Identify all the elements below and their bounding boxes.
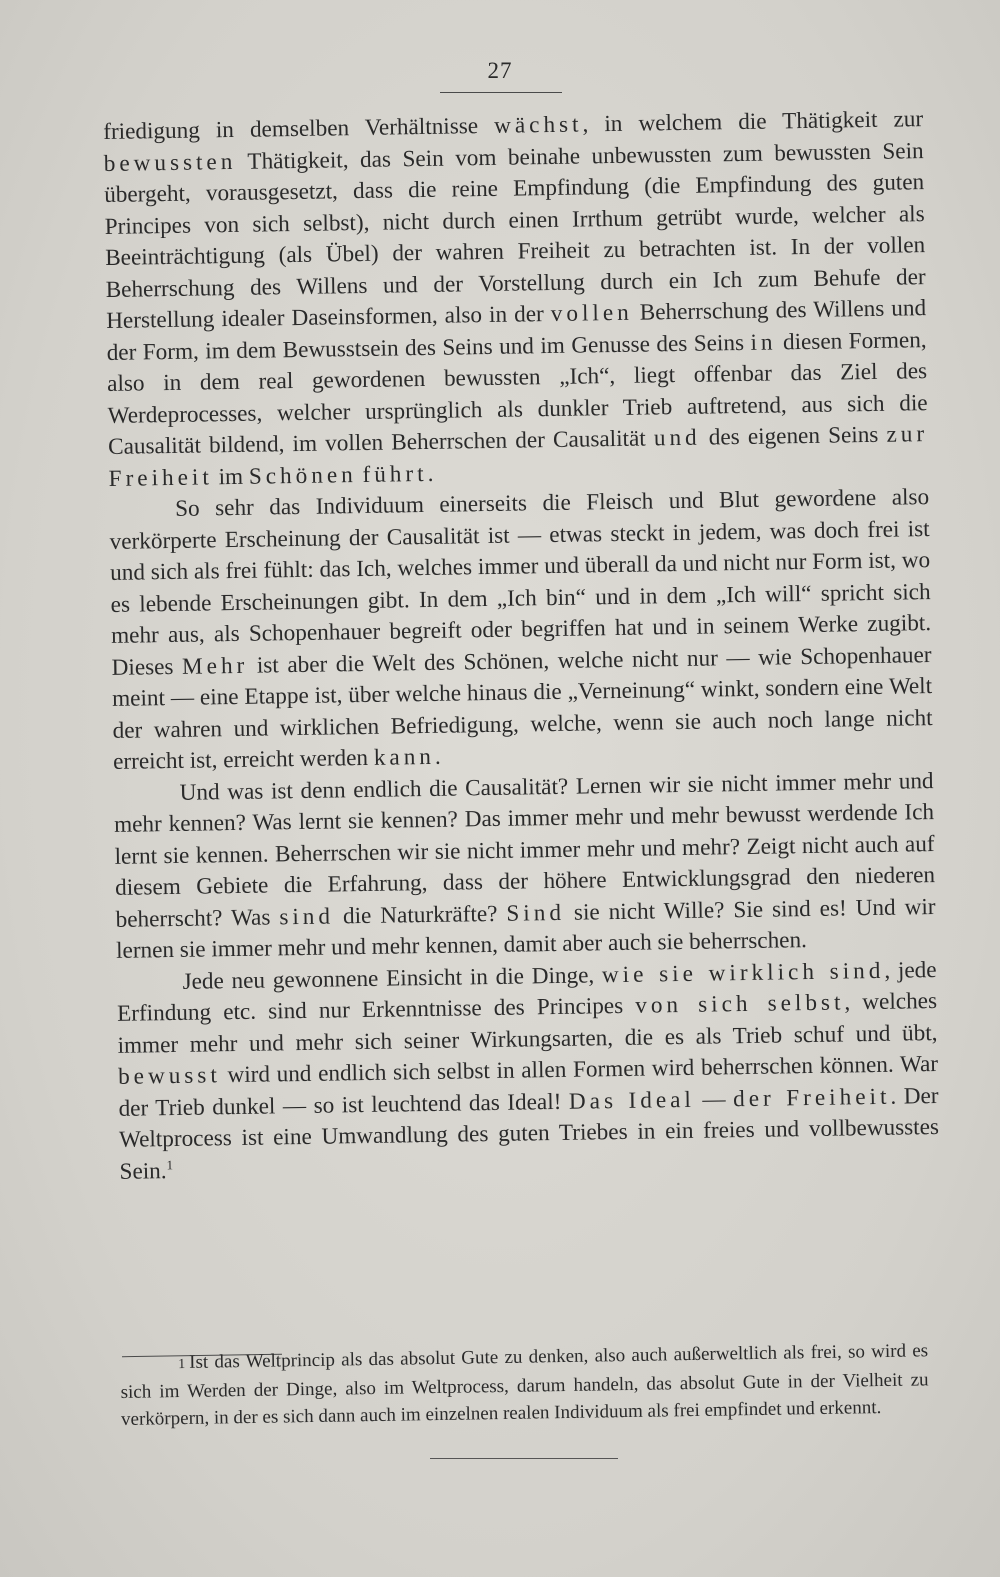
spaced-emphasis: Das Ideal — [568, 1086, 696, 1115]
text-run: Jede neu gewonnene Einsicht in die Dinge, — [182, 961, 603, 995]
spaced-emphasis: von sich selbst — [635, 989, 845, 1019]
paragraph — [103, 104, 929, 495]
spaced-emphasis: kann — [373, 743, 436, 771]
spaced-emphasis: Mehr — [181, 652, 249, 680]
spaced-emphasis: bewusst — [117, 1062, 221, 1090]
text-run: im — [212, 463, 250, 490]
text-run: diesen Formen, also in dem real gewordenen bewussten „Ich“, liegt offenbar das Ziel des Werdeprocesses, welcher ursprünglich als dunkler Trieb auftretend, aus sich die Causalität bildend, im vollen Beherrschen der Causalität — [106, 326, 928, 460]
text-run: Beherrschung des Willens und der Form, im dem Bewusstsein des Seins und im Genusse des Seins — [106, 295, 927, 366]
footnote-reference: 1 — [166, 1156, 174, 1172]
text-run: So sehr das Individuum einerseits die Fleisch und Blut gewordene also verkörperte Erscheinung der Causalität ist — etwas steckt in jedem, was doch frei ist und sich als frei fühlt: das Ich, welches immer und überall da und nicht nur Form ist, wo es lebende Erscheinungen gibt. In dem „Ich bin“ und in dem „Ich will“ spricht sich mehr aus, als Schopenhauer begreift oder begriffen hat und in seinem Werke zugibt. Dieses — [109, 484, 932, 681]
spaced-emphasis: bewussten — [103, 148, 237, 177]
text-run: Und was ist denn endlich die Causalität? Lernen wir sie nicht immer mehr und mehr kennen? Was lernt sie kennen? Das immer mehr und mehr bewusst werdende Ich lernt sie kennen. Beherrschen wir sie nicht immer mehr und mehr? Zeigt nicht auch auf diesem Gebiete die Erfahrung, dass der höhere Entwicklungsgrad den niederen beherrscht? Was — [113, 767, 936, 933]
spaced-emphasis: zur Freiheit — [108, 421, 929, 492]
spaced-emphasis: der Freiheit — [732, 1083, 891, 1112]
text-run: friedigung in demselben Verhältnisse — [103, 112, 495, 145]
text-run: , jede Erfindung etc. sind nur Erkenntnisse des Principes — [116, 956, 937, 1027]
text-run: . — [434, 743, 441, 770]
spaced-emphasis: vollen — [550, 299, 633, 327]
body-text — [103, 104, 940, 1188]
bottom-rule — [430, 1458, 618, 1459]
footnote-number: 1 — [178, 1356, 186, 1373]
footnote — [120, 1337, 929, 1433]
text-run: , in welchem die Thätigkeit zur — [582, 106, 924, 138]
page-number: 27 — [487, 58, 513, 83]
text-run: , welches immer mehr und mehr sich seiner Wirkungsarten, die es als Trieb schuf und übt, — [117, 988, 938, 1059]
spaced-emphasis: in — [750, 328, 777, 356]
text-run: Thätigkeit, das Sein vom beinahe unbewussten zum bewussten Sein übergeht, vorausgesetzt, dass die reine Empfindung (die Empfindung des guten Principes von sich selbst), nicht durch einen Irrthum getrübt wurde, welcher als Beeinträchtigung (als Übel) der wahren Freiheit zu betrachten ist. In der vollen Beherrschung des Willens und der Vorstellung durch ein Ich zum Behufe der Herstellung idealer Daseinsformen, also in der — [104, 137, 926, 334]
text-run: — — [694, 1085, 734, 1113]
footnote-text: Ist das Weltprincip als das absolut Gute zu denken, also auch außerweltlich als frei, so wird es sich im Werden der Dinge, also im Weltprocess, darum handeln, das absolut Gute in der Vielheit zu verkörpern, in der es sich dann auch im einzelnen realen Individuum als frei empfindet und erkennt. — [120, 1340, 929, 1430]
spaced-emphasis: führt — [362, 460, 428, 488]
spaced-emphasis: wächst — [493, 111, 583, 139]
text-run: wird und endlich sich selbst in allen Formen wird beherrschen können. War der Trieb dunkel — so ist leuchtend das Ideal! — [118, 1051, 939, 1122]
text-run: ist aber die Welt des Schönen, welche nicht nur — wie Schopenhauer meint — eine Etappe ist, über welche hinaus die „Verneinung“ winkt, sondern eine Welt der wahren und wirklichen Befriedigung, welche, wenn sie auch noch lange nicht erreicht ist, erreicht werden — [111, 641, 933, 775]
paragraph — [113, 766, 936, 968]
spaced-emphasis: Schönen — [248, 461, 357, 490]
spaced-emphasis: Sind — [506, 899, 566, 927]
spaced-emphasis: sind — [279, 902, 335, 930]
paragraph — [109, 482, 933, 778]
text-run: . — [427, 460, 434, 487]
paragraph — [116, 955, 939, 1188]
spaced-emphasis: wie sie wirklich sind — [601, 957, 885, 988]
text-run: die Naturkräfte? — [333, 900, 507, 929]
text-run: des eigenen Seins — [700, 421, 887, 451]
spaced-emphasis: und — [653, 424, 701, 452]
header-rule — [440, 92, 562, 93]
text-run: sie nicht Wille? Sie sind es! Und wir lernen sie immer mehr und mehr kennen, damit aber auch sie beherrschen. — [115, 893, 936, 964]
text-run: . Der Weltprocess ist eine Umwandlung des guten Triebes in ein freies und vollbewusstes Sein. — [118, 1082, 940, 1185]
